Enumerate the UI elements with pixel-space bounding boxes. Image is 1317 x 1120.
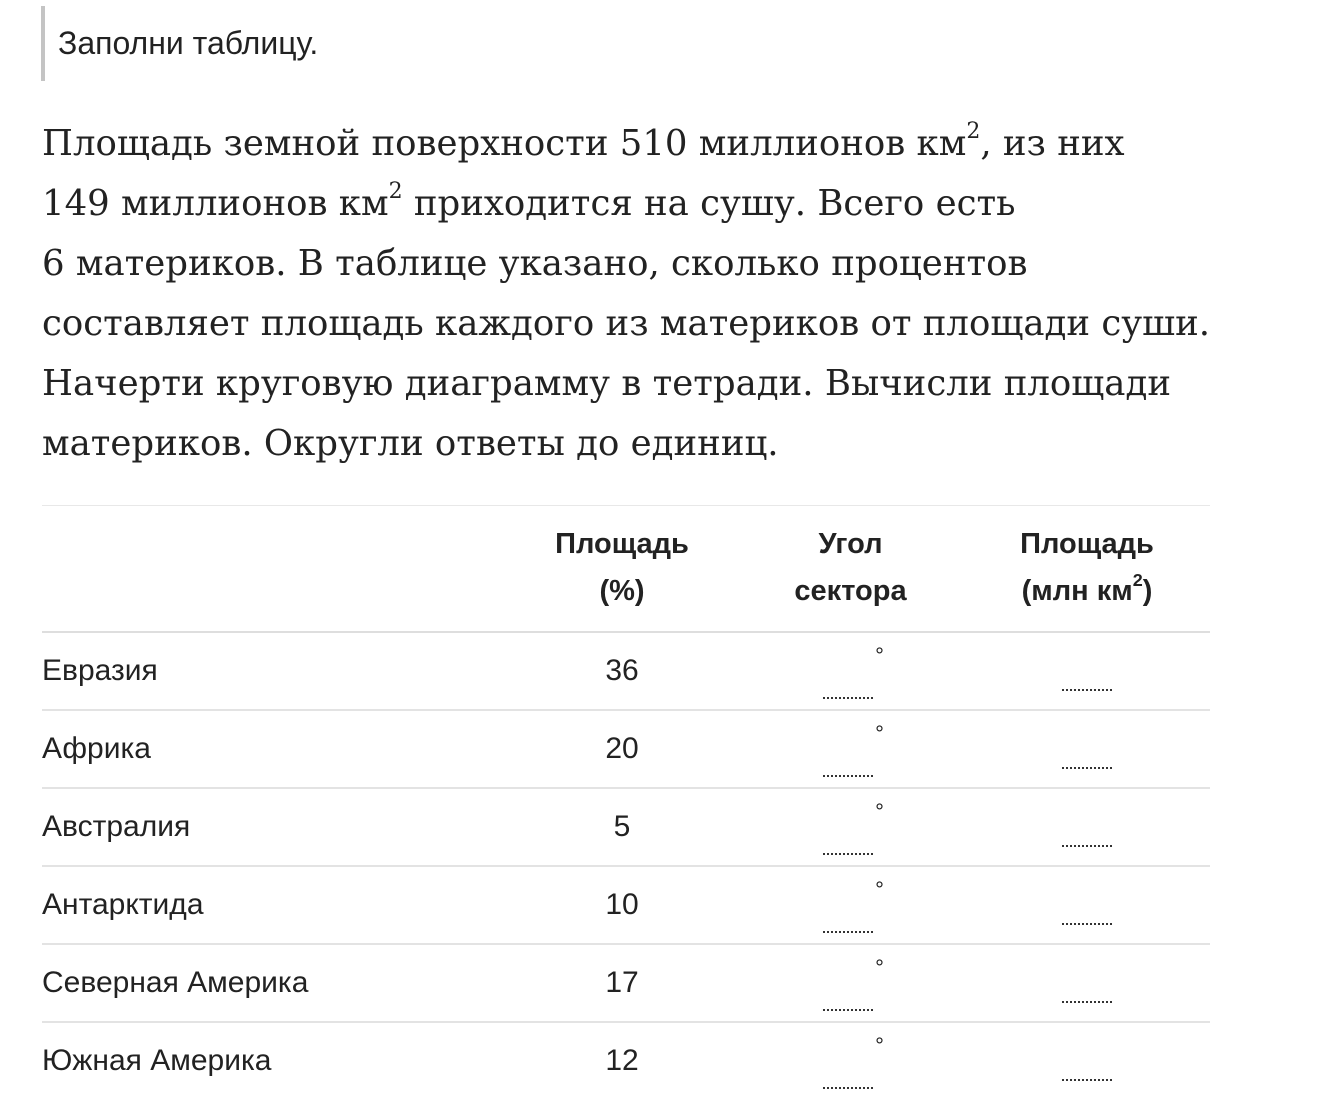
- header-area-km-line2: [1021, 570, 1153, 608]
- area-km-cell: [964, 866, 1210, 944]
- area-km-cell: [964, 788, 1210, 866]
- area-blank[interactable]: [1062, 667, 1112, 691]
- sector-angle-cell: [737, 632, 964, 710]
- area-km-cell: [964, 710, 1210, 788]
- superscript-2: 2: [388, 178, 403, 204]
- degree-symbol: °: [875, 1033, 884, 1058]
- table-row: [42, 1022, 1210, 1100]
- problem-line-4: составляет площадь каждого из материков от площади суши.: [42, 303, 1211, 344]
- header-area-km-close: ): [1142, 575, 1153, 608]
- header-area-km-unit: (млн км: [1021, 575, 1133, 608]
- area-percent-value: 20: [605, 731, 639, 765]
- angle-answer: [823, 955, 884, 1011]
- angle-answer: [823, 1033, 884, 1089]
- sector-angle-cell: [737, 710, 964, 788]
- area-percent-value: 10: [605, 887, 639, 921]
- problem-line-1-end: , из них: [980, 123, 1125, 164]
- problem-line-2-text: 149 миллионов км: [42, 183, 389, 224]
- sector-angle-cell: [737, 944, 964, 1022]
- superscript-2: 2: [966, 118, 981, 144]
- degree-symbol: °: [875, 954, 884, 980]
- area-percent-value: 36: [605, 653, 639, 687]
- angle-blank[interactable]: [823, 753, 873, 777]
- area-km-cell: [964, 1022, 1210, 1100]
- area-blank[interactable]: [1062, 745, 1112, 769]
- header-sector-angle: [737, 506, 964, 632]
- angle-blank[interactable]: [823, 675, 873, 699]
- continent-name: Евразия: [42, 653, 158, 687]
- problem-line-5: Начерти круговую диаграмму в тетради. Вычисли площади: [42, 363, 1171, 404]
- problem-line-3: 6 материков. В таблице указано, сколько процентов: [42, 243, 1028, 284]
- header-superscript-2: 2: [1132, 570, 1143, 591]
- area-km-cell: [964, 632, 1210, 710]
- area-blank[interactable]: [1062, 979, 1112, 1003]
- area-percent-value: 17: [605, 965, 639, 999]
- table-row: [42, 944, 1210, 1022]
- header-sector-angle-line1: Угол: [818, 528, 883, 561]
- problem-line-1: [42, 114, 1242, 174]
- header-area-percent-line1: Площадь: [555, 528, 689, 561]
- angle-blank[interactable]: [823, 909, 873, 933]
- continent-name: Австралия: [42, 809, 191, 843]
- angle-answer: [823, 721, 884, 777]
- problem-line-2-end: приходится на сушу. Всего есть: [402, 183, 1016, 224]
- degree-symbol: °: [875, 798, 884, 824]
- angle-answer: [823, 877, 884, 933]
- table-header-row: [42, 506, 1210, 632]
- header-empty: [42, 506, 507, 632]
- sector-angle-cell: [737, 866, 964, 944]
- instruction-label: Заполни таблицу.: [58, 25, 319, 61]
- angle-blank[interactable]: [823, 831, 873, 855]
- problem-line-2: [42, 174, 1242, 234]
- continent-name: Африка: [42, 731, 151, 765]
- area-percent-value: 5: [613, 809, 631, 843]
- header-sector-angle-line2: сектора: [794, 575, 907, 608]
- sector-angle-cell: [737, 1022, 964, 1100]
- area-percent-value: 12: [605, 1044, 639, 1077]
- problem-statement: [42, 114, 1242, 474]
- header-area-percent: [507, 506, 737, 632]
- continents-table: [42, 505, 1210, 1100]
- degree-symbol: °: [875, 876, 884, 902]
- area-blank[interactable]: [1062, 823, 1112, 847]
- table-row: [42, 866, 1210, 944]
- table-row: [42, 710, 1210, 788]
- degree-symbol: °: [875, 642, 884, 668]
- angle-answer: [823, 799, 884, 855]
- area-blank[interactable]: [1062, 901, 1112, 925]
- table-row: [42, 788, 1210, 866]
- area-blank[interactable]: [1062, 1057, 1112, 1081]
- sector-angle-cell: [737, 788, 964, 866]
- angle-blank[interactable]: [823, 987, 873, 1011]
- table-row: [42, 632, 1210, 710]
- problem-line-6: материков. Округли ответы до единиц.: [42, 423, 779, 464]
- degree-symbol: °: [875, 720, 884, 746]
- instruction-text: [41, 6, 318, 81]
- continent-name: Южная Америка: [42, 1044, 272, 1077]
- problem-line-1-text: Площадь земной поверхности 510 миллионов км: [42, 123, 967, 164]
- angle-blank[interactable]: [823, 1065, 873, 1089]
- header-area-km-line1: Площадь: [1020, 528, 1154, 561]
- header-area-million-km2: [964, 506, 1210, 632]
- header-area-percent-line2: (%): [599, 575, 645, 608]
- angle-answer: [823, 643, 884, 699]
- continent-name: Антарктида: [42, 887, 204, 921]
- area-km-cell: [964, 944, 1210, 1022]
- continent-name: Северная Америка: [42, 965, 309, 999]
